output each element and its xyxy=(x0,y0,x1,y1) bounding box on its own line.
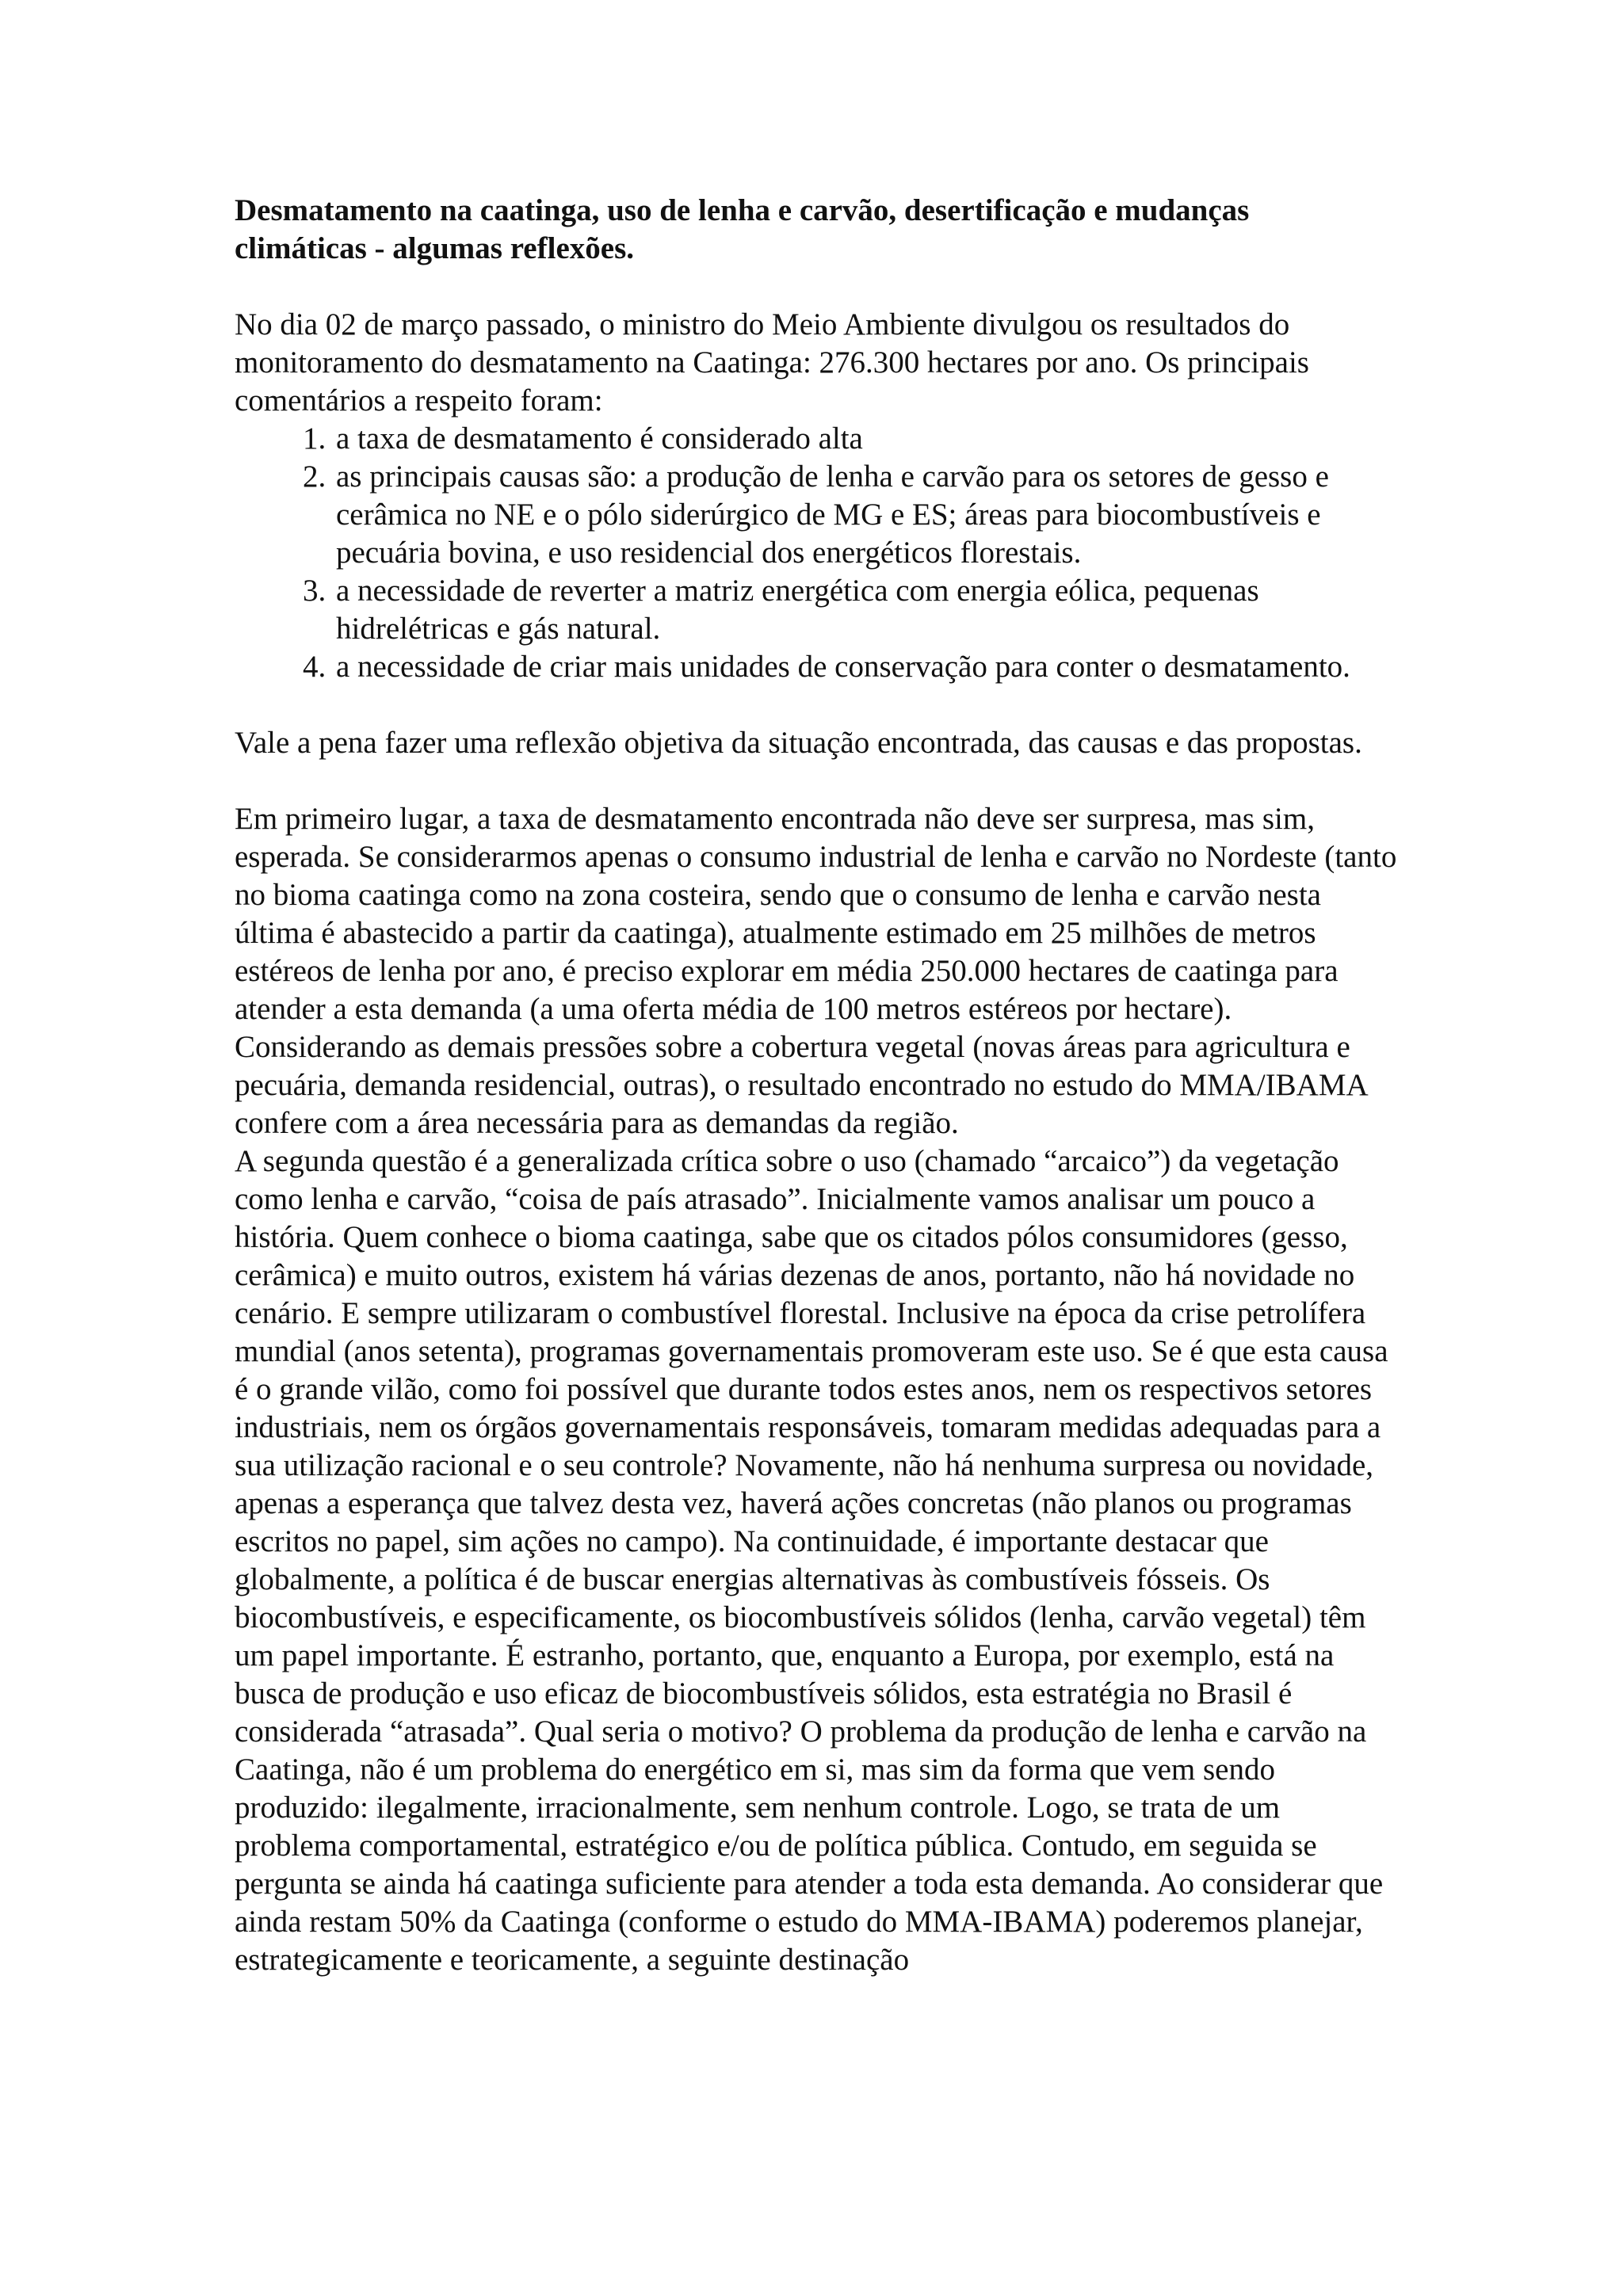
spacer xyxy=(235,686,1403,724)
deforestation-rate-paragraph: Em primeiro lugar, a taxa de desmatamento encontrada não deve ser surpresa, mas sim, esperada. Se considerarmos apenas o consumo industrial de lenha e carvão no Nordeste (tanto no bioma caatinga como na zona costeira, sendo que o consumo de lenha e carvão nesta última é abastecido a partir da caatinga), atualmente estimado em 25 milhões de metros estéreos de lenha por ano, é preciso explorar em média 250.000 hectares de caatinga para atender a esta demanda (a uma oferta média de 100 metros estéreos por hectare). Considerando as demais pressões sobre a cobertura vegetal (novas áreas para agricultura e pecuária, demanda residencial, outras), o resultado encontrado no estudo do MMA/IBAMA confere com a área necessária para as demandas da região. xyxy=(235,802,1397,1140)
list-item: 3. a necessidade de reverter a matriz energética com energia eólica, pequenas hidrelétricas e gás natural. xyxy=(334,572,1403,648)
spacer xyxy=(235,762,1403,800)
list-item: 2. as principais causas são: a produção de lenha e carvão para os setores de gesso e cerâmica no NE e o pólo siderúrgico de MG e ES; áreas para biocombustíveis e pecuária bovina, e uso residencial dos energéticos florestais. xyxy=(334,458,1403,572)
firewood-use-paragraph: A segunda questão é a generalizada crítica sobre o uso (chamado “arcaico”) da vegetação como lenha e carvão, “coisa de país atrasado”. Inicialmente vamos analisar um pouco a história. Quem conhece o bioma caatinga, sabe que os citados pólos consumidores (gesso, cerâmica) e muito outros, existem há várias dezenas de anos, portanto, não há novidade no cenário. E sempre utilizaram o combustível florestal. Inclusive na época da crise petrolífera mundial (anos setenta), programas governamentais promoveram este uso. Se é que esta causa é o grande vilão, como foi possível que durante todos estes anos, nem os respectivos setores industriais, nem os órgãos governamentais responsáveis, tomaram medidas adequadas para a sua utilização racional e o seu controle? Novamente, não há nenhuma surpresa ou novidade, apenas a esperança que talvez desta vez, haverá ações concretas (não planos ou programas escritos no papel, sim ações no campo). Na continuidade, é importante destacar que globalmente, a política é de buscar energias alternativas às combustíveis fósseis. Os biocombustíveis, e especificamente, os biocombustíveis sólidos (lenha, carvão vegetal) têm um papel importante. É estranho, portanto, que, enquanto a Europa, por exemplo, está na busca de produção e uso eficaz de biocombustíveis sólidos, esta estratégia no Brasil é considerada “atrasada”. Qual seria o motivo? O problema da produção de lenha e carvão na Caatinga, não é um problema do energético em si, mas sim da forma que vem sendo produzido: ilegalmente, irracionalmente, sem nenhum controle. Logo, se trata de um problema comportamental, estratégico e/ou de política pública. Contudo, em seguida se pergunta se ainda há caatinga suficiente para atender a toda esta demanda. Ao considerar que ainda restam 50% da Caatinga (conforme o estudo do MMA-IBAMA) poderemos planejar, estrategicamente e teoricamente, a seguinte destinação xyxy=(235,1144,1388,1977)
comments-list xyxy=(235,420,1403,686)
spacer xyxy=(235,268,1403,306)
document-title: Desmatamento na caatinga, uso de lenha e carvão, desertificação e mudanças climáticas - algumas reflexões. xyxy=(235,193,1250,265)
document-body xyxy=(235,192,1403,1979)
list-item: 4. a necessidade de criar mais unidades de conservação para conter o desmatamento. xyxy=(334,648,1403,686)
intro-paragraph: No dia 02 de março passado, o ministro do Meio Ambiente divulgou os resultados do monitoramento do desmatamento na Caatinga: 276.300 hectares por ano. Os principais comentários a respeito foram: xyxy=(235,307,1309,418)
list-item: 1. a taxa de desmatamento é considerado alta xyxy=(334,420,1403,458)
reflection-paragraph: Vale a pena fazer uma reflexão objetiva da situação encontrada, das causas e das propostas. xyxy=(235,726,1362,760)
